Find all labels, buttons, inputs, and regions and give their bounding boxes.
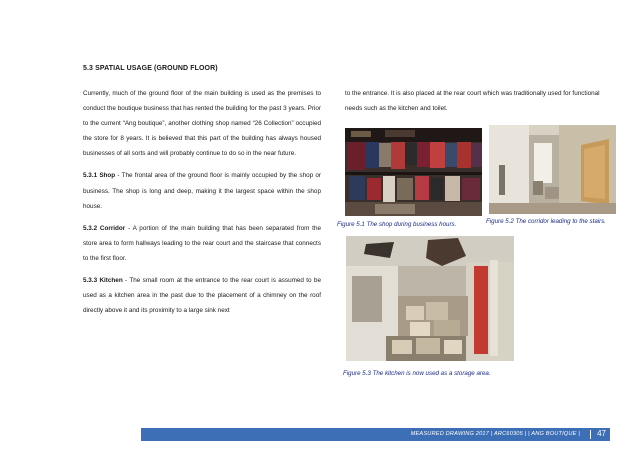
shop-photo [345,128,482,216]
shop-label: 5.3.1 Shop [83,172,116,180]
left-column [83,86,321,325]
corridor-paragraph [83,221,321,266]
page-number-separator [590,430,591,439]
corridor-text: - A portion of the main building that has been separated from the store area to form hallways leading to the rear court and the staircase that connects to the first floor. [83,224,321,262]
shop-text: - The frontal area of the ground floor is mainly occupied by the shop or business. The shop is long and deep, making it the largest space within the shop house. [83,172,322,210]
right-column [345,86,605,116]
figure-5-2-caption: Figure 5.2 The corridor leading to the stairs. [486,218,607,225]
kitchen-label: 5.3.3 Kitchen [83,277,123,285]
shop-paragraph [83,168,321,213]
continuation-paragraph: to the entrance. It is also placed at the rear court which was traditionally used for functional needs such as the kitchen and toilet. [345,90,600,113]
footer-bar [141,428,610,441]
page-number: 47 [597,429,606,438]
footer-text: MEASURED DRAWING 2017 | ARC60305 | | ANG BOUTIQUE | [410,431,580,437]
corridor-label: 5.3.2 Corridor [83,224,126,232]
kitchen-paragraph [83,273,321,318]
figure-5-3-caption: Figure 5.3 The kitchen is now used as a storage area. [343,370,491,377]
kitchen-text: - The small room at the entrance to the rear court is assumed to be used as a kitchen area in the past due to the placement of a chimney on the roof directly above it and its proximity to a large sink next [83,277,321,315]
figure-5-1-caption: Figure 5.1 The shop during business hours. [337,221,457,228]
section-heading: 5.3 SPATIAL USAGE (GROUND FLOOR) [83,65,218,72]
corridor-photo [489,125,616,214]
kitchen-photo [346,236,514,361]
intro-paragraph: Currently, much of the ground floor of the main building is used as the premises to conduct the boutique business that has rented the building for the past 3 years. Prior to the current “Ang boutique”, another clothing shop named “26 Collection” occupied the store for 8 years. It is believed that this part of the building has always housed businesses of all sorts and will probably continue to do so in the near future. [83,90,321,158]
